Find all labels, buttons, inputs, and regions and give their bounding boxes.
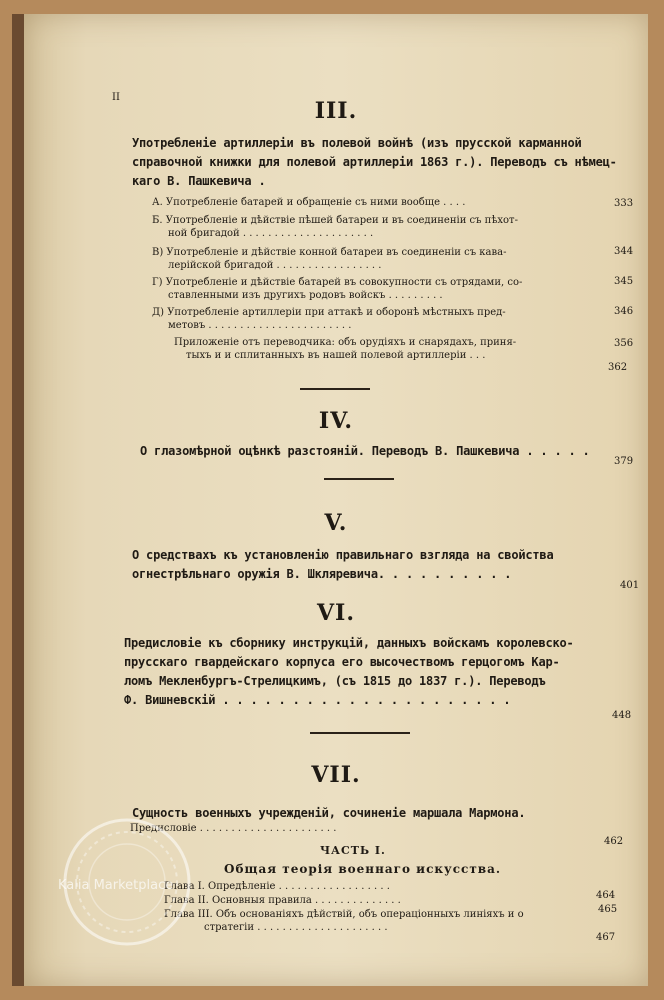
heading-line: каго В. Пашкевича . — [132, 174, 266, 188]
toc-page: 356 — [614, 338, 634, 349]
heading-line: ломъ Мекленбургъ-Стрелицкимъ, (съ 1815 до 1837 г.). Переводъ — [124, 674, 546, 688]
section-v-heading — [132, 546, 612, 584]
divider — [310, 732, 410, 734]
section-iv-heading: О глазомѣрной оцѣнкѣ разстояній. Переводъ В. Пашкевича . . . . . — [140, 444, 590, 458]
toc-page: 345 — [614, 276, 634, 287]
toc-entry — [152, 306, 612, 332]
entry-line: стратегіи . . . . . . . . . . . . . . . . . . . . . — [204, 922, 388, 933]
toc-page: 379 — [614, 456, 634, 467]
part-label: ЧАСТЬ I. — [320, 844, 386, 857]
divider — [300, 388, 370, 390]
part-title: Общая теорія военнаго искусства. — [224, 862, 502, 876]
toc-page: 464 — [596, 890, 616, 901]
chapter-entry: Глава II. Основныя правила . . . . . . . . . . . . . . — [164, 895, 401, 906]
section-numeral-vii: VII. — [311, 762, 361, 788]
toc-page: 362 — [608, 362, 628, 373]
heading-line: О средствахъ къ установленію правильнаго взгляда на свойства — [132, 548, 554, 562]
book-page — [24, 14, 648, 986]
chapter-entry — [164, 908, 604, 934]
section-vii-heading: Сущность военныхъ учрежденій, сочиненіе маршала Мармона. — [132, 806, 526, 820]
section-iii-heading — [132, 134, 632, 191]
toc-page: 346 — [614, 306, 634, 317]
preface-entry: Предисловіе . . . . . . . . . . . . . . . . . . . . . . — [130, 823, 337, 834]
entry-line: метовъ . . . . . . . . . . . . . . . . . . . . . . . — [168, 320, 352, 331]
heading-line: Ф. Вишневскій . . . . . . . . . . . . . . . . . . . . . — [124, 693, 511, 707]
entry-line: тыхъ и и сплитанныхъ въ нашей полевой артиллеріи . . . — [186, 350, 486, 361]
heading-line: Предисловіе къ сборнику инструкцій, данныхъ войскамъ королевско- — [124, 636, 574, 650]
entry-line: ной бригадой . . . . . . . . . . . . . . . . . . . . . — [168, 228, 374, 239]
toc-page: 333 — [614, 198, 634, 209]
toc-page: 401 — [620, 580, 640, 591]
toc-page: 448 — [612, 710, 632, 721]
toc-entry — [152, 276, 612, 302]
entry-line: Г) Употребленіе и дѣйствіе батарей въ совокупности съ отрядами, со- — [152, 277, 523, 288]
toc-entry — [152, 214, 612, 240]
heading-line: огнестрѣльнаго оружія В. Шкляревича. . . . . . . . . . — [132, 567, 512, 581]
entry-line: Приложеніе отъ переводчика: объ орудіяхъ и снарядахъ, приня- — [174, 337, 517, 348]
section-numeral-iii: III. — [314, 98, 358, 124]
entry-line: Глава III. Объ основаніяхъ дѣйствій, объ операціонныхъ линіяхъ и о — [164, 909, 524, 920]
heading-line: Употребленіе артиллеріи въ полевой войнѣ (изъ прусской карманной — [132, 136, 582, 150]
page-number: II — [112, 92, 120, 103]
toc-entry — [174, 336, 614, 362]
entry-line: Б. Употребленіе и дѣйствіе пѣшей батареи и въ соединеніи съ пѣхот- — [152, 215, 518, 226]
heading-line: прусскаго гвардейскаго корпуса его высочествомъ герцогомъ Кар- — [124, 655, 560, 669]
toc-entry — [152, 246, 612, 272]
entry-line: ставленными изъ другихъ родовъ войскъ . . . . . . . . . — [168, 290, 443, 301]
toc-page: 465 — [598, 904, 618, 915]
heading-line: справочной книжки для полевой артиллеріи 1863 г.). Переводъ съ нѣмец- — [132, 155, 617, 169]
toc-page: 344 — [614, 246, 634, 257]
entry-line: Д) Употребленіе артиллеріи при аттакѣ и оборонѣ мѣстныхъ пред- — [152, 307, 506, 318]
section-numeral-vi: VI. — [316, 600, 356, 626]
toc-entry — [152, 196, 602, 209]
toc-page: 462 — [604, 836, 624, 847]
watermark-text: Kalia Marketplace — [58, 878, 174, 893]
section-vi-heading — [124, 634, 614, 710]
section-numeral-iv: IV. — [318, 408, 354, 434]
entry-line: В) Употребленіе и дѣйствіе конной батареи въ соединеніи съ кава- — [152, 247, 507, 258]
entry-line: лерійской бригадой . . . . . . . . . . . . . . . . . — [168, 260, 382, 271]
toc-page: 467 — [596, 932, 616, 943]
entry-line: А. Употребленіе батарей и обращеніе съ ними вообще . . . . — [152, 197, 466, 208]
divider — [324, 478, 394, 480]
chapter-entry: Глава I. Опредѣленіе . . . . . . . . . . . . . . . . . . — [164, 881, 390, 892]
section-numeral-v: V. — [324, 510, 348, 536]
